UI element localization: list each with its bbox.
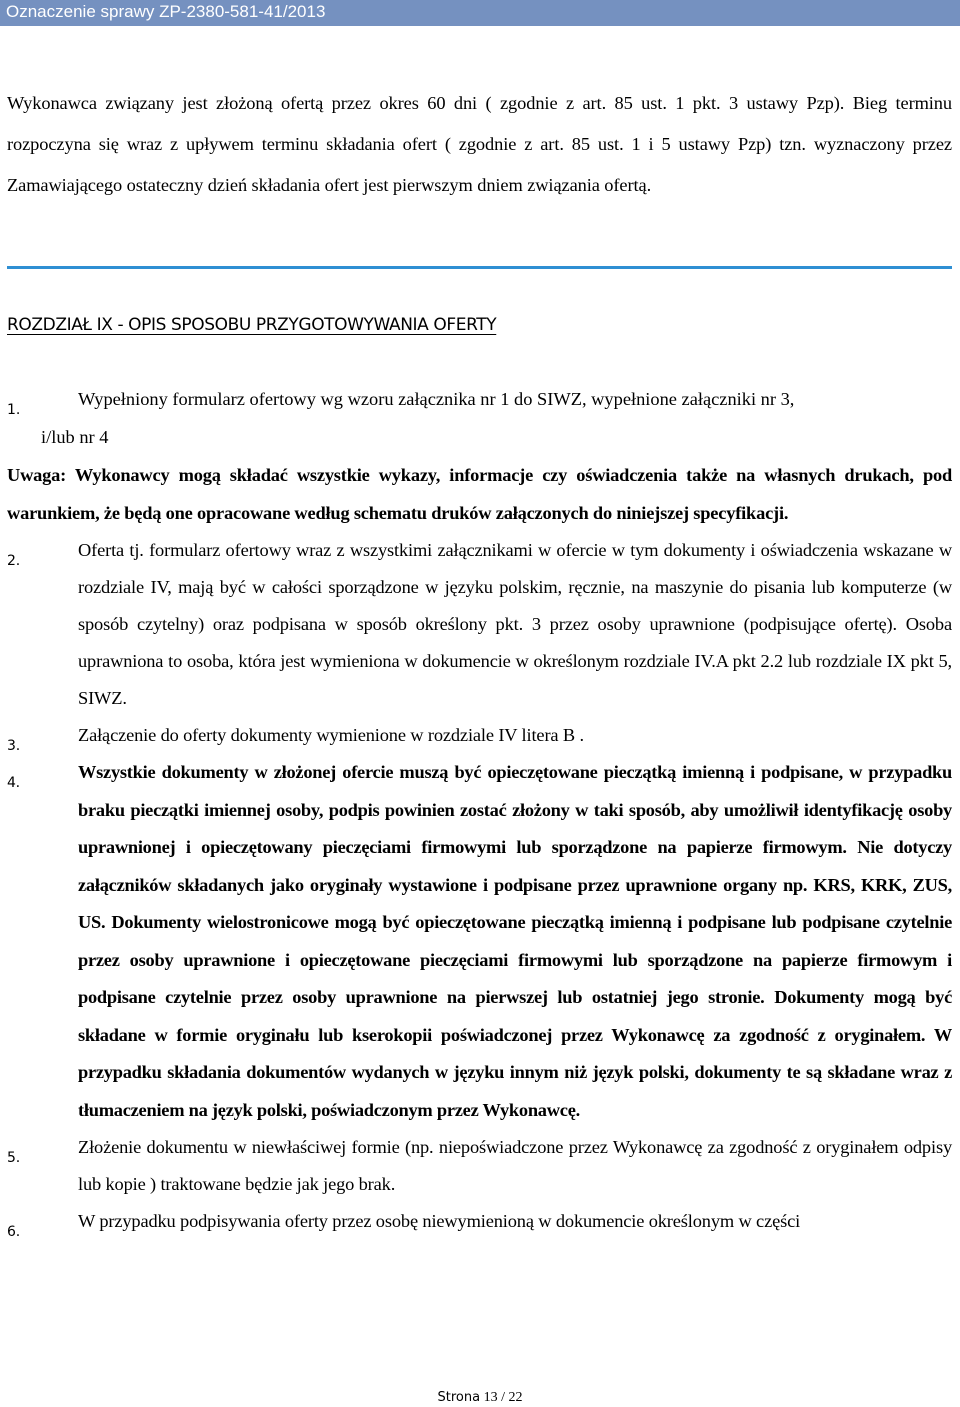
list-item-3	[7, 717, 952, 754]
list-number: 5.	[7, 1150, 21, 1166]
chapter-title: ROZDZIAŁ IX - OPIS SPOSOBU PRZYGOTOWYWANIA OFERTY	[7, 315, 497, 335]
list-item-continuation: i/lub nr 4	[41, 427, 109, 447]
list-item-text: W przypadku podpisywania oferty przez osobę niewymienioną w dokumencie określonym w części	[78, 1211, 801, 1231]
list-number: 2.	[7, 553, 21, 569]
intro-paragraph: Wykonawca związany jest złożoną ofertą przez okres 60 dni ( zgodnie z art. 85 ust. 1 pkt. 3 ustawy Pzp). Bieg terminu rozpoczyna się wraz z upływem terminu składania ofert ( zgodnie z art. 85 ust. 1 i 5 ustawy Pzp) tzn. wyznaczony przez Zamawiającego ostateczny dzień składania ofert jest pierwszym dniem związania ofertą.	[7, 93, 952, 195]
list-item-text: Wypełniony formularz ofertowy wg wzoru załącznika nr 1 do SIWZ, wypełnione załączniki nr 3,	[78, 389, 795, 409]
list-item-5	[7, 1129, 952, 1203]
list-item-text: Złożenie dokumentu w niewłaściwej formie (np. niepoświadczone przez Wykonawcę za zgodność z oryginałem odpisy lub kopie ) traktowane będzie jak jego brak.	[78, 1137, 952, 1194]
list-number: 1.	[7, 402, 21, 418]
header-title: Oznaczenie sprawy ZP-2380-581-41/2013	[6, 2, 326, 21]
list-item-4	[7, 754, 952, 1129]
document-header	[0, 0, 960, 26]
list-item-text: Oferta tj. formularz ofertowy wraz z wszystkimi załącznikami w ofercie w tym dokumenty i oświadczenia wskazane w rozdziale IV, mają być w całości sporządzone w języku polskim, ręcznie, na maszynie do pisania lub komputerze (w sposób czytelny) oraz podpisana w sposób określony pkt. 3 przez osoby uprawnione (podpisujące ofertę). Osoba uprawniona to osoba, która jest wymieniona w dokumencie w określonym rozdziale IV.A pkt 2.2 lub rozdziale IX pkt 5, SIWZ.	[78, 540, 952, 708]
list-number: 6.	[7, 1224, 21, 1240]
page-total: 22	[508, 1390, 523, 1405]
list-item-6	[7, 1203, 952, 1240]
page-separator: /	[501, 1390, 505, 1405]
page-number: 13	[483, 1390, 498, 1405]
page-footer	[0, 1389, 960, 1407]
list-item-2	[7, 532, 952, 717]
list-number: 4.	[7, 775, 20, 791]
list-item-text: Wszystkie dokumenty w złożonej ofercie muszą być opieczętowane pieczątką imienną i podpisane, w przypadku braku pieczątki imiennej osoby, podpis powinien zostać złożony w taki sposób, aby umożliwił identyfikację osoby uprawnionej i opieczętowany pieczęciami firmowymi lub sporządzone na papierze firmowym. Nie dotyczy załączników składanych jako oryginały wystawione i podpisane przez uprawnione organy np. KRS, KRK, ZUS, US. Dokumenty wielostronicowe mogą być opieczętowane pieczątką imienną i podpisane lub podpisane czytelnie przez osoby uprawnione i opieczętowane pieczęciami firmowymi lub sporządzone na papierze firmowym i podpisane czytelnie przez osoby uprawnione na pierwszej lub ostatniej jego stronie. Dokumenty mogą być składane w formie oryginału lub kserokopii poświadczonej przez Wykonawcę za zgodność z oryginałem. W przypadku składania dokumentów wydanych w języku innym niż język polski, dokumenty te są składane wraz z tłumaczeniem na język polski, poświadczonym przez Wykonawcę.	[78, 762, 952, 1120]
list-item-1	[7, 380, 952, 456]
document-body	[7, 380, 952, 1240]
note-paragraph: Uwaga: Wykonawcy mogą składać wszystkie wykazy, informacje czy oświadczenia także na własnych drukach, pod warunkiem, że będą one opracowane według schematu druków załączonych do niniejszej specyfikacji.	[7, 465, 952, 523]
section-divider	[7, 266, 952, 269]
list-number: 3.	[7, 738, 21, 754]
page-label: Strona	[437, 1390, 481, 1405]
list-item-text: Załączenie do oferty dokumenty wymienione w rozdziale IV litera B .	[78, 725, 584, 745]
